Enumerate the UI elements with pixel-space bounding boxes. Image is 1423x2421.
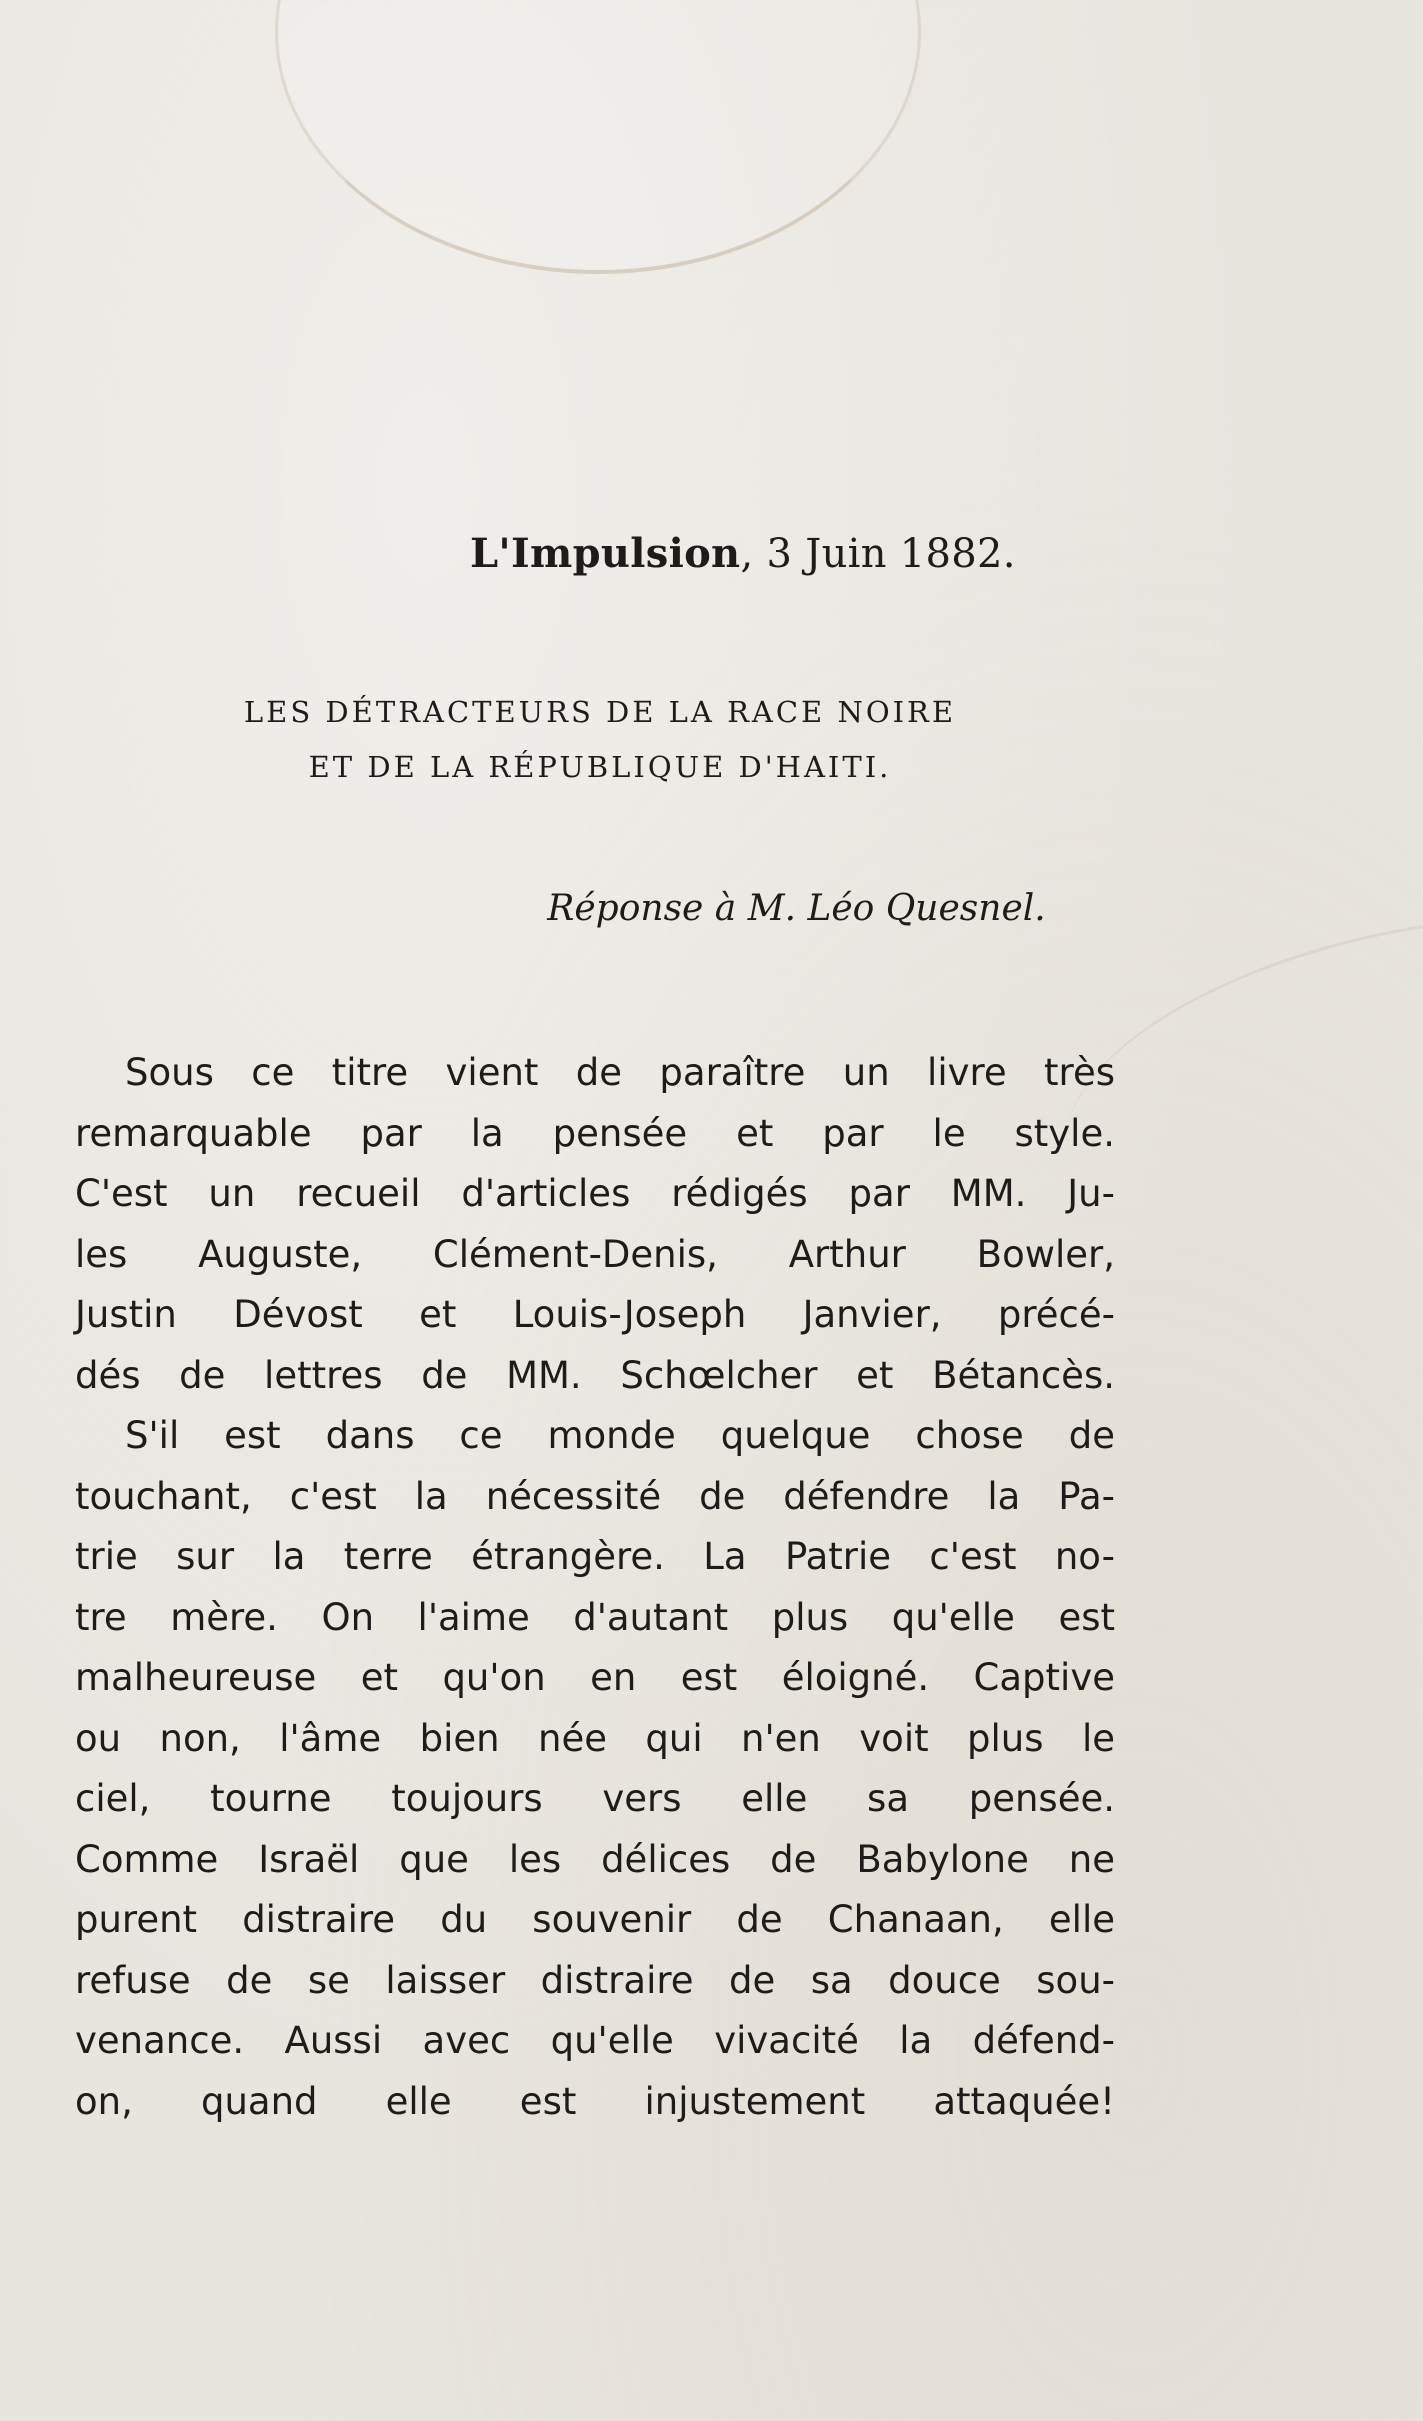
body-line: purent distraire du souvenir de Chanaan, elle	[75, 1898, 1115, 1941]
newspaper-name: L'Impulsion	[470, 530, 741, 577]
body-line: touchant, c'est la nécessité de défendre la Pa-	[75, 1474, 1115, 1518]
body-line: refuse de se laisser distraire de sa douce sou-	[75, 1958, 1115, 2002]
body-line: venance. Aussi avec qu'elle vivacité la défend-	[75, 2019, 1115, 2062]
body-line: C'est un recueil d'articles rédigés par MM. Ju-	[75, 1172, 1115, 1215]
publication-date: , 3 Juin 1882.	[740, 531, 1016, 577]
body-line: remarquable par la pensée et par le style.	[75, 1111, 1115, 1155]
body-line: tre mère. On l'aime d'autant plus qu'elle est	[75, 1595, 1115, 1639]
body-line: ciel, tourne toujours vers elle sa pensée.	[75, 1777, 1115, 1820]
body-line: ou non, l'âme bien née qui n'en voit plus le	[75, 1716, 1115, 1760]
article-title-line-2: ET DE LA RÉPUBLIQUE D'HAITI.	[308, 750, 892, 784]
body-line: on, quand elle est injustement attaquée!	[75, 2079, 1115, 2123]
article-body	[75, 1043, 1115, 2132]
body-line: Comme Israël que les délices de Babylone ne	[75, 1837, 1115, 1881]
body-line: dés de lettres de MM. Schœlcher et Bétancès.	[75, 1353, 1115, 1397]
article-title-line-1: LES DÉTRACTEURS DE LA RACE NOIRE	[243, 695, 957, 729]
coffee-ring-stain	[275, 0, 921, 274]
article-subtitle: Réponse à M. Léo Quesnel.	[547, 888, 1046, 929]
body-line: les Auguste, Clément-Denis, Arthur Bowler,	[75, 1232, 1115, 1276]
body-line: trie sur la terre étrangère. La Patrie c'est no-	[75, 1535, 1115, 1578]
body-line: Justin Dévost et Louis-Joseph Janvier, précé-	[75, 1293, 1115, 1336]
body-line: malheureuse et qu'on en est éloigné. Captive	[75, 1656, 1115, 1699]
body-line: Sous ce titre vient de paraître un livre très	[125, 1051, 1115, 1094]
body-line: S'il est dans ce monde quelque chose de	[125, 1414, 1115, 1457]
newspaper-heading	[470, 530, 1016, 577]
